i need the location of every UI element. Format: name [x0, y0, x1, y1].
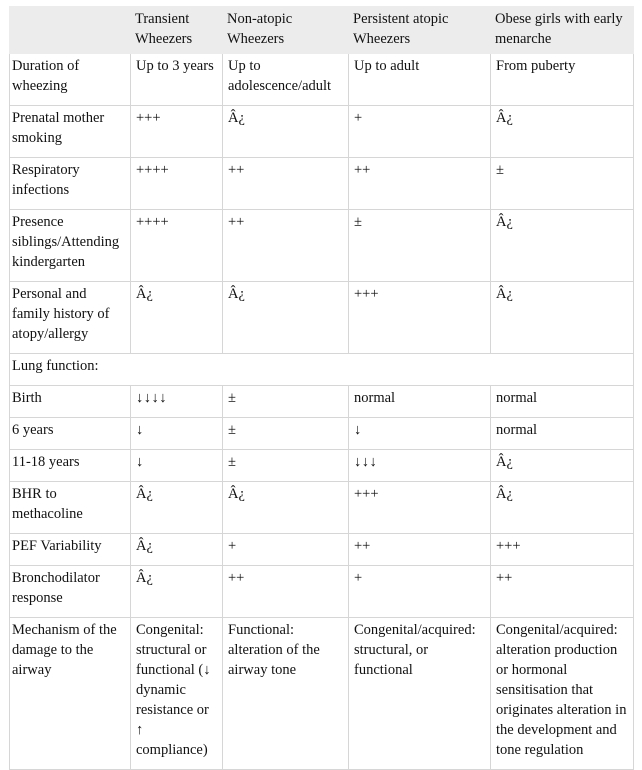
table-cell: +++ — [131, 106, 223, 158]
table-cell: ++++ — [131, 158, 223, 210]
header-obese-girls: Obese girls with early menarche — [491, 7, 634, 54]
table-cell: ++ — [349, 158, 491, 210]
table-row — [10, 54, 634, 106]
lung-function-section-label: Lung function: — [10, 354, 634, 386]
row-label: Birth — [10, 386, 131, 418]
table-cell: Â¿ — [131, 282, 223, 354]
table-cell: ↓ — [349, 418, 491, 450]
table-cell: Â¿ — [491, 106, 634, 158]
row-label: 6 years — [10, 418, 131, 450]
table-cell: ± — [349, 210, 491, 282]
table-row — [10, 482, 634, 534]
row-label: PEF Variability — [10, 534, 131, 566]
table-row — [10, 282, 634, 354]
row-label: 11-18 years — [10, 450, 131, 482]
table-row — [10, 618, 634, 770]
table-cell: Â¿ — [491, 282, 634, 354]
table-cell: +++ — [349, 482, 491, 534]
table-cell: ± — [491, 158, 634, 210]
table-cell: ± — [223, 386, 349, 418]
table-cell: Â¿ — [491, 482, 634, 534]
table-cell: ↓↓↓ — [349, 450, 491, 482]
table-row — [10, 386, 634, 418]
table-cell: From puberty — [491, 54, 634, 106]
table-cell: Â¿ — [223, 106, 349, 158]
header-non-atopic-wheezers: Non-atopic Wheezers — [223, 7, 349, 54]
table-cell: Â¿ — [223, 482, 349, 534]
row-label: BHR to methacoline — [10, 482, 131, 534]
row-label: Presence siblings/Attending kindergarten — [10, 210, 131, 282]
table-cell: normal — [349, 386, 491, 418]
table-cell: + — [349, 566, 491, 618]
table-cell: Â¿ — [131, 482, 223, 534]
table-cell: ± — [223, 418, 349, 450]
table-cell: + — [223, 534, 349, 566]
table-cell: Congenital/acquired: alteration production or hormonal sensitisation that originates alteration in the development and tone regulation — [491, 618, 634, 770]
header-transient-wheezers: Transient Wheezers — [131, 7, 223, 54]
table-cell: ++ — [349, 534, 491, 566]
table-cell: Up to adolescence/adult — [223, 54, 349, 106]
table-row — [10, 418, 634, 450]
table-row — [10, 210, 634, 282]
table-cell: +++ — [491, 534, 634, 566]
wheezing-phenotypes-table — [9, 6, 634, 770]
row-label: Bronchodilator response — [10, 566, 131, 618]
table-cell: Congenital: structural or functional (↓ dynamic resistance or ↑ compliance) — [131, 618, 223, 770]
table-cell: ++ — [223, 566, 349, 618]
table-cell: normal — [491, 386, 634, 418]
table-cell: Up to 3 years — [131, 54, 223, 106]
table-cell: normal — [491, 418, 634, 450]
table-cell: Â¿ — [491, 450, 634, 482]
table-cell: Â¿ — [491, 210, 634, 282]
table-cell: Functional: alteration of the airway tone — [223, 618, 349, 770]
table-cell: ++ — [223, 158, 349, 210]
table-row — [10, 534, 634, 566]
table-cell: Up to adult — [349, 54, 491, 106]
table-cell: ↓ — [131, 450, 223, 482]
table-cell: Â¿ — [223, 282, 349, 354]
table-cell: ++ — [223, 210, 349, 282]
section-row — [10, 354, 634, 386]
row-label: Mechanism of the damage to the airway — [10, 618, 131, 770]
header-corner — [10, 7, 131, 54]
table-cell: ± — [223, 450, 349, 482]
table-row — [10, 450, 634, 482]
row-label: Prenatal mother smoking — [10, 106, 131, 158]
table-row — [10, 106, 634, 158]
table-cell: Â¿ — [131, 534, 223, 566]
row-label: Personal and family history of atopy/allergy — [10, 282, 131, 354]
table-cell: ↓↓↓↓ — [131, 386, 223, 418]
header-persistent-atopic-wheezers: Persistent atopic Wheezers — [349, 7, 491, 54]
table-cell: ↓ — [131, 418, 223, 450]
row-label: Respiratory infections — [10, 158, 131, 210]
header-row — [10, 7, 634, 54]
table-cell: Â¿ — [131, 566, 223, 618]
table-cell: +++ — [349, 282, 491, 354]
table-cell: + — [349, 106, 491, 158]
row-label: Duration of wheezing — [10, 54, 131, 106]
table-row — [10, 158, 634, 210]
table-cell: Congenital/acquired: structural, or functional — [349, 618, 491, 770]
table-cell: ++++ — [131, 210, 223, 282]
table-row — [10, 566, 634, 618]
table-cell: ++ — [491, 566, 634, 618]
